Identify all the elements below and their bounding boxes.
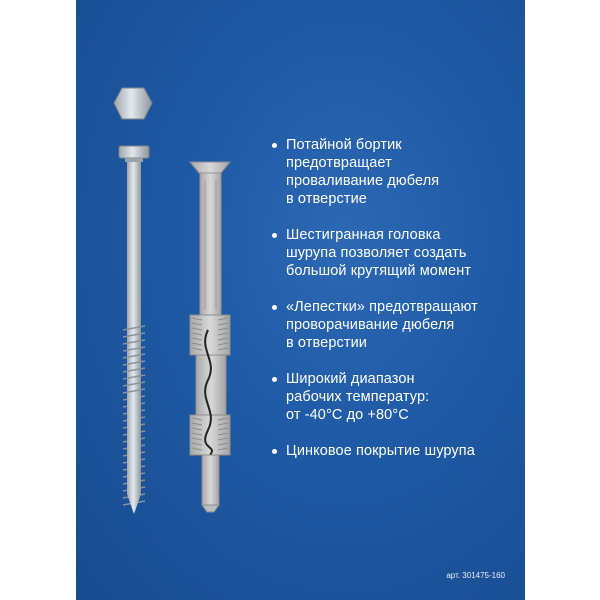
bullet-icon [272, 377, 277, 382]
feature-item [272, 136, 522, 208]
dowel-icon [190, 162, 230, 512]
feature-text: Шестигранная головка шурупа позволяет создать большой крутящий момент [286, 227, 472, 279]
product-card [76, 0, 525, 600]
feature-text: «Лепестки» предотвращают проворачивание дюбеля в отверстии [286, 299, 478, 351]
article-number: арт. 301475-160 [446, 571, 505, 580]
feature-text: Широкий диапазон рабочих температур: от -40°С до +80°С [286, 371, 430, 423]
feature-item [272, 370, 522, 424]
feature-text: Потайной бортик предотвращает проваливание дюбеля в отверстие [286, 137, 440, 207]
feature-item [272, 226, 522, 280]
screw-icon [119, 146, 149, 514]
bullet-icon [272, 305, 277, 310]
bullet-icon [272, 449, 277, 454]
bullet-icon [272, 143, 277, 148]
features-list [272, 136, 522, 478]
bullet-icon [272, 233, 277, 238]
hex-head-icon [114, 88, 152, 119]
feature-item [272, 442, 522, 460]
feature-text: Цинковое покрытие шурупа [286, 443, 475, 459]
feature-item [272, 298, 522, 352]
